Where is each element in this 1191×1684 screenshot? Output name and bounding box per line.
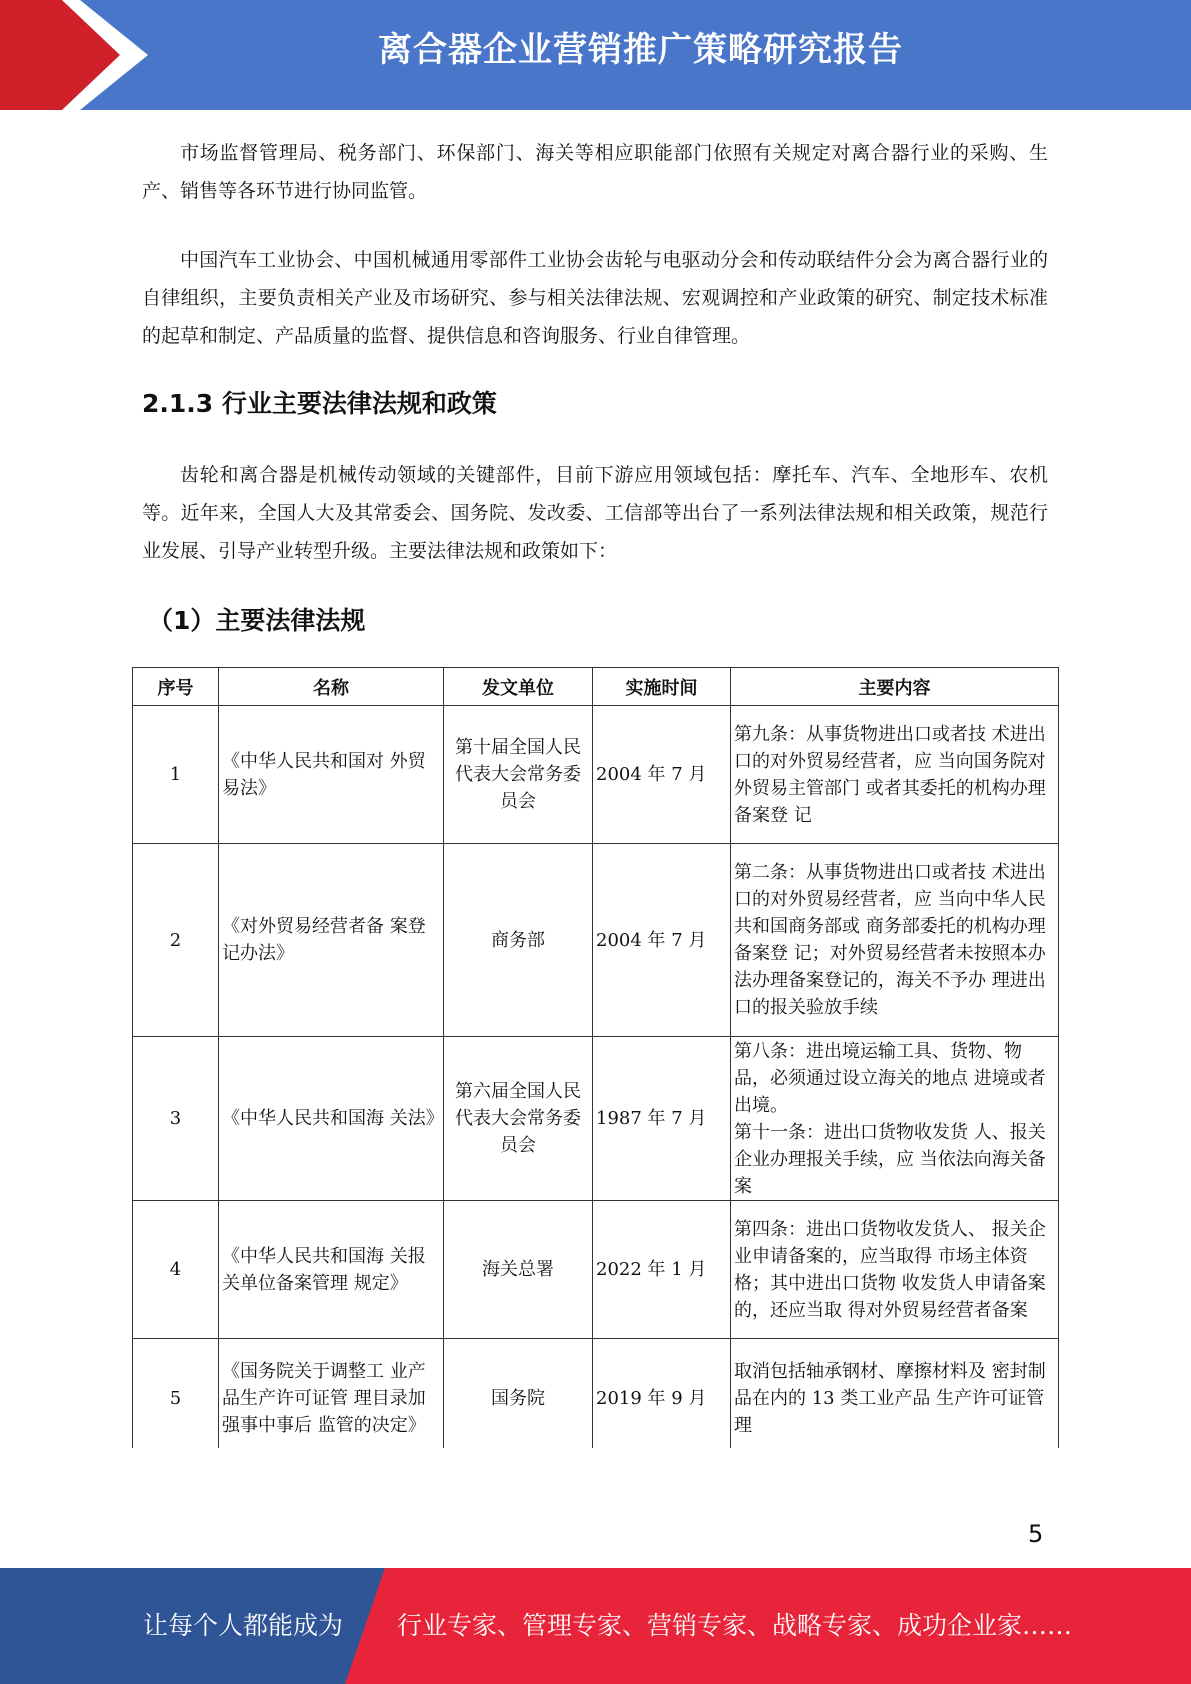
cell-effective-date: 2022 年 1 月 <box>593 1201 731 1339</box>
table-row <box>133 706 1059 844</box>
cell-content: 第八条：进出境运输工具、货物、物品，必须通过设立海关的地点 进境或者出境。 第十一条：进出口货物收发货 人、报关企业办理报关手续，应 当依法向海关备案 <box>731 1037 1059 1201</box>
cell-issuer: 国务院 <box>444 1339 593 1449</box>
paragraph-policy-intro: 齿轮和离合器是机械传动领域的关键部件，目前下游应用领域包括：摩托车、汽车、全地形车、农机等。近年来，全国人大及其常委会、国务院、发改委、工信部等出台了一系列法律法规和相关政策，规范行业发展、引导产业转型升级。主要法律法规和政策如下： <box>142 464 1048 562</box>
column-header-name: 名称 <box>219 668 444 706</box>
table-row <box>133 1201 1059 1339</box>
page-footer <box>0 1568 1191 1684</box>
cell-effective-date: 2019 年 9 月 <box>593 1339 731 1449</box>
paragraph-regulators: 市场监督管理局、税务部门、环保部门、海关等相应职能部门依照有关规定对离合器行业的采购、生产、销售等各环节进行协同监管。 <box>142 142 1048 202</box>
cell-issuer: 第六届全国人民代表大会常务委员会 <box>444 1037 593 1201</box>
cell-name: 《中华人民共和国海 关法》 <box>219 1037 444 1201</box>
footer-slogan-right: 行业专家、管理专家、营销专家、战略专家、成功企业家…… <box>397 1611 1073 1640</box>
cell-content: 取消包括轴承钢材、摩擦材料及 密封制品在内的 13 类工业产品 生产许可证管理 <box>731 1339 1059 1449</box>
cell-issuer: 海关总署 <box>444 1201 593 1339</box>
footer-slogan-left: 让每个人都能成为 <box>143 1611 344 1640</box>
section-heading: 2.1.3 行业主要法律法规和政策 <box>142 389 497 418</box>
cell-content: 第二条：从事货物进出口或者技 术进出口的对外贸易经营者，应 当向中华人民共和国商务部或 商务部委托的机构办理备案登 记；对外贸易经营者未按照本办 法办理备案登记的，海关不予办 理进出口的报关验放手续 <box>731 844 1059 1037</box>
cell-name: 《国务院关于调整工 业产品生产许可证管 理目录加强事中事后 监管的决定》 <box>219 1339 444 1449</box>
table-row <box>133 844 1059 1037</box>
cell-issuer: 第十届全国人民代表大会常务委员会 <box>444 706 593 844</box>
laws-table <box>132 667 1059 1448</box>
column-header-issuer: 发文单位 <box>444 668 593 706</box>
cell-index: 1 <box>133 706 219 844</box>
cell-effective-date: 1987 年 7 月 <box>593 1037 731 1201</box>
cell-index: 2 <box>133 844 219 1037</box>
subsection-heading: （1）主要法律法规 <box>148 606 366 635</box>
cell-index: 5 <box>133 1339 219 1449</box>
cell-issuer: 商务部 <box>444 844 593 1037</box>
column-header-content: 主要内容 <box>731 668 1059 706</box>
column-header-effective-date: 实施时间 <box>593 668 731 706</box>
cell-content: 第九条：从事货物进出口或者技 术进出口的对外贸易经营者，应 当向国务院对外贸易主管部门 或者其委托的机构办理备案登 记 <box>731 706 1059 844</box>
report-title: 离合器企业营销推广策略研究报告 <box>378 30 903 70</box>
table-header-row <box>133 668 1059 706</box>
paragraph-associations: 中国汽车工业协会、中国机械通用零部件工业协会齿轮与电驱动分会和传动联结件分会为离合器行业的自律组织，主要负责相关产业及市场研究、参与相关法律法规、宏观调控和产业政策的研究、制定技术标准的起草和制定、产品质量的监督、提供信息和咨询服务、行业自律管理。 <box>142 249 1048 347</box>
cell-name: 《中华人民共和国对 外贸易法》 <box>219 706 444 844</box>
column-header-index: 序号 <box>133 668 219 706</box>
cell-index: 4 <box>133 1201 219 1339</box>
cell-effective-date: 2004 年 7 月 <box>593 844 731 1037</box>
table-row <box>133 1339 1059 1449</box>
table-row <box>133 1037 1059 1201</box>
header-chevron-decoration <box>0 0 150 110</box>
page-number: 5 <box>1028 1520 1044 1548</box>
page-header <box>0 0 1191 110</box>
cell-name: 《对外贸易经营者备 案登记办法》 <box>219 844 444 1037</box>
laws-table-container <box>132 667 1060 1448</box>
cell-content: 第四条：进出口货物收发货人、 报关企业申请备案的，应当取得 市场主体资格；其中进出口货物 收发货人申请备案的，还应当取 得对外贸易经营者备案 <box>731 1201 1059 1339</box>
cell-effective-date: 2004 年 7 月 <box>593 706 731 844</box>
cell-index: 3 <box>133 1037 219 1201</box>
cell-name: 《中华人民共和国海 关报关单位备案管理 规定》 <box>219 1201 444 1339</box>
